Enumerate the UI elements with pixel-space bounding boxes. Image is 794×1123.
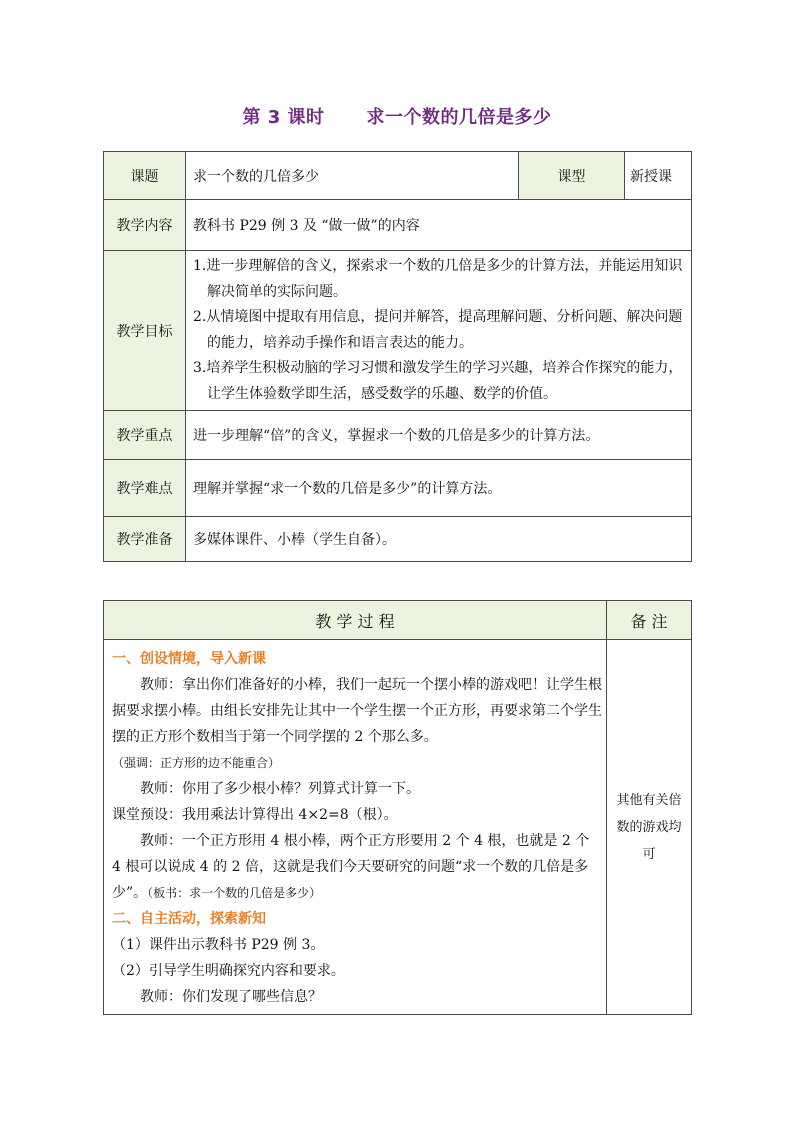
prep-label: 教学准备	[104, 517, 186, 562]
content-value: 教科书 P29 例 3 及 “做一做”的内容	[186, 200, 692, 251]
difficulty-label: 教学难点	[104, 460, 186, 517]
lesson-topic: 求一个数的几倍是多少	[366, 107, 552, 128]
process-header-row	[104, 601, 692, 640]
keypoint-label: 教学重点	[104, 411, 186, 460]
notes-header: 备 注	[607, 601, 692, 640]
goals-label: 教学目标	[104, 251, 186, 411]
remark: （强调：正方形的边不能重合）	[112, 756, 281, 770]
content-label: 教学内容	[104, 200, 186, 251]
paragraph: 教师：你们发现了哪些信息？	[140, 989, 322, 1005]
paragraph: （2）引导学生明确探究内容和要求。	[112, 963, 345, 979]
difficulty-row	[104, 460, 692, 517]
lesson-number: 第 3 课时	[242, 107, 325, 128]
section-heading: 二、自主活动，探索新知	[112, 911, 266, 927]
goals-row	[104, 251, 692, 411]
difficulty-value: 理解并掌握“求一个数的几倍是多少”的计算方法。	[186, 460, 692, 517]
paragraph: 教师：你用了多少根小棒？列算式计算一下。	[140, 781, 420, 797]
process-body-row	[104, 640, 692, 1015]
goals-cell	[186, 251, 692, 411]
paragraph: （1）课件出示教科书 P29 例 3。	[112, 937, 325, 953]
notes-cell: 其他有关倍数的游戏均可	[607, 640, 692, 1015]
content-row	[104, 200, 692, 251]
topic-value: 求一个数的几倍多少	[186, 152, 519, 200]
goal-item: 3.培养学生积极动脑的学习习惯和激发学生的学习兴趣，培养合作探究的能力，让学生体验数学即生活，感受数学的乐趣、数学的价值。	[193, 360, 683, 402]
type-label: 课型	[519, 152, 625, 200]
paragraph-text: 教师：一个正方形用 4 根小棒，两个正方形要用 2 个 4 根，也就是 2 个 4 根可以说成 4 的 2 倍，这就是我们今天要研究的问题“求一个数的几倍是多少”。	[112, 833, 590, 901]
keypoint-row	[104, 411, 692, 460]
type-value: 新授课	[625, 152, 692, 200]
process-content	[104, 640, 607, 1015]
prep-value: 多媒体课件、小棒（学生自备）。	[186, 517, 692, 562]
section-heading: 一、创设情境，导入新课	[112, 651, 266, 667]
goal-item: 1.进一步理解倍的含义，探索求一个数的几倍是多少的计算方法，并能运用知识解决简单的实际问题。	[193, 258, 683, 300]
goal-item: 2.从情境图中提取有用信息，提问并解答，提高理解问题、分析问题、解决问题的能力，培养动手操作和语言表达的能力。	[193, 309, 683, 351]
teaching-process-table	[103, 600, 692, 1015]
remark: （板书：求一个数的几倍是多少）	[147, 886, 322, 900]
keypoint-value: 进一步理解“倍”的含义，掌握求一个数的几倍是多少的计算方法。	[186, 411, 692, 460]
paragraph	[112, 828, 602, 906]
paragraph: 课堂预设：我用乘法计算得出 4×2=8（根）。	[112, 807, 398, 823]
process-header: 教 学 过 程	[104, 601, 607, 640]
page-title	[0, 103, 794, 129]
lesson-info-table	[103, 151, 692, 562]
topic-label: 课题	[104, 152, 186, 200]
paragraph: 教师：拿出你们准备好的小棒，我们一起玩一个摆小棒的游戏吧！让学生根据要求摆小棒。由组长安排先让其中一个学生摆一个正方形，再要求第二个学生摆的正方形个数相当于第一个同学摆的 2 个那么多。	[112, 677, 602, 745]
topic-row	[104, 152, 692, 200]
prep-row	[104, 517, 692, 562]
